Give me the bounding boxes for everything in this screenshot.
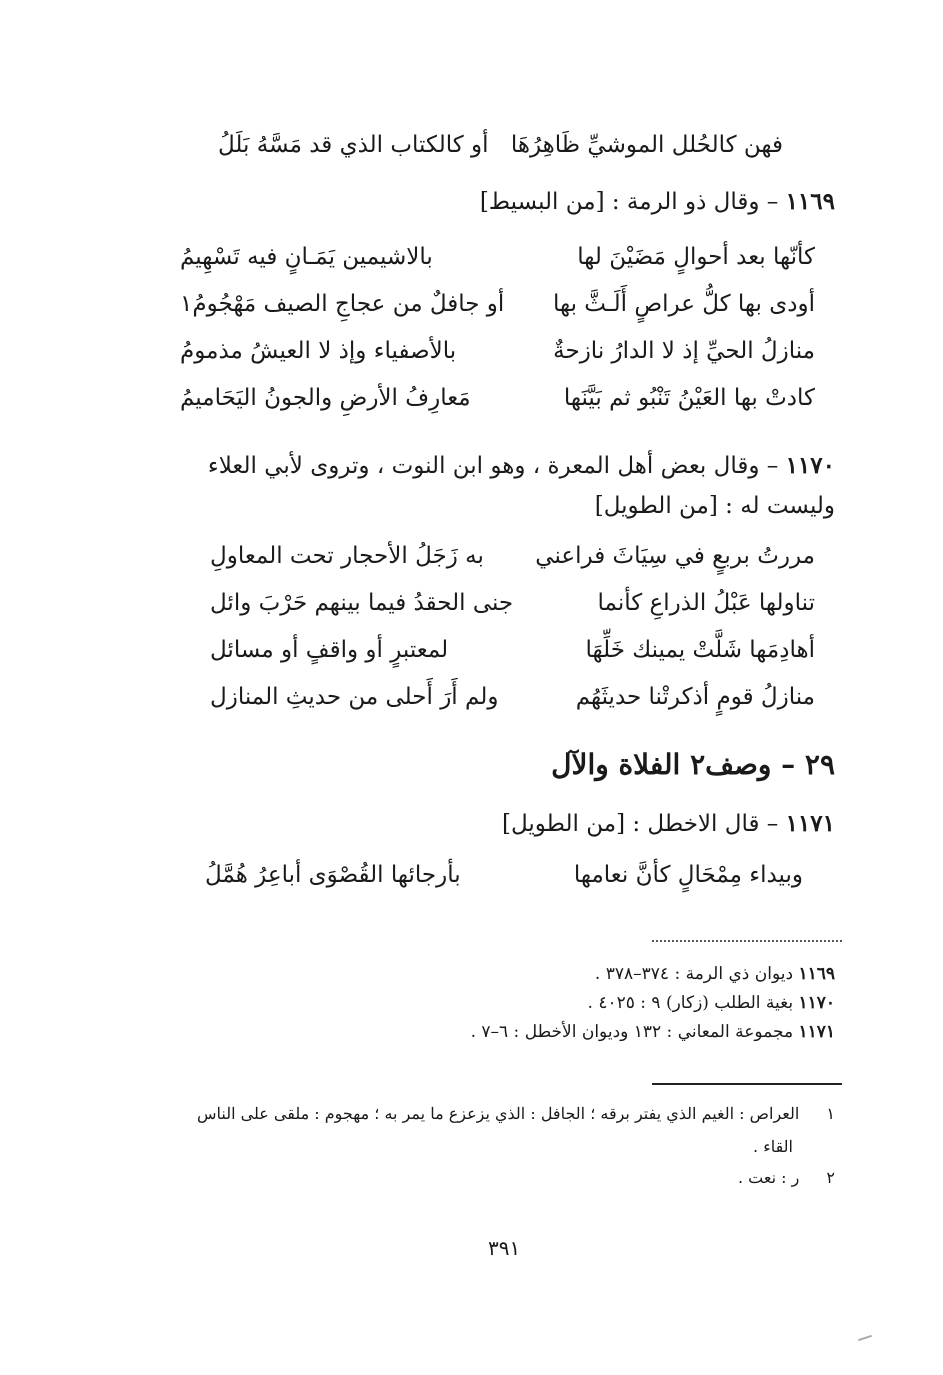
hemistich-left: أو جافلٌ من عجاجِ الصيف مَهْجُومُ١ (180, 291, 505, 317)
verse-1170-2 (210, 590, 815, 630)
verse-1170-4 (210, 684, 815, 724)
hemistich-left: بالاشيمين يَمَـانٍ فيه تَسْهِيمُ (180, 244, 433, 270)
hemistich-left: جنى الحقدُ فيما بينهم حَرْبَ وائل (210, 590, 514, 616)
entry-number: ١١٧٠ (785, 452, 835, 479)
verse-1170-3 (210, 637, 815, 677)
verse-1171-1 (205, 862, 803, 902)
hemistich-right: فهن كالحُلل الموشيِّ ظَاهِرُهَا (510, 132, 783, 158)
entry-1170-heading (208, 452, 835, 479)
entry-number: ١١٧١ (785, 810, 835, 837)
entry-intro: – وقال بعض أهل المعرة ، وهو ابن النوت ، وتروى لأبي العلاء (207, 453, 779, 479)
source-1171 (471, 1022, 835, 1042)
footnotes-divider (652, 1083, 842, 1085)
footnote-1 (197, 1104, 835, 1123)
sources-divider (652, 940, 842, 942)
hemistich-right: منازلُ قومٍ أذكرتْنا حديثَهُم (575, 684, 815, 710)
source-text: ديوان ذي الرمة : ٣٧٤–٣٧٨ . (594, 964, 794, 984)
hemistich-left: أو كالكتاب الذي قد مَسَّهُ بَلَلُ (218, 132, 489, 158)
source-1170 (588, 993, 835, 1013)
footnote-text-continued: القاء . (753, 1137, 793, 1156)
source-number: ١١٧١ (798, 1022, 835, 1042)
hemistich-left: به زَجَلُ الأحجار تحت المعاولِ (210, 543, 484, 569)
verse-1170-1 (210, 543, 815, 583)
hemistich-right: تناولها عَبْلُ الذراعِ كأنما (597, 590, 815, 616)
footnote-1-cont (753, 1137, 793, 1156)
footnote-text: ر : نعت . (737, 1168, 800, 1187)
scan-mark (858, 1335, 872, 1341)
entry-1171-heading (502, 810, 835, 837)
hemistich-left: ولم أَرَ أَحلى من حديثِ المنازل (210, 684, 499, 710)
footnote-text: العراص : الغيم الذي يفتر برقه ؛ الجافل : الذي يزعزع ما يمر به ؛ مهجوم : ملقى على الناس (196, 1104, 800, 1123)
entry-number: ١١٦٩ (785, 188, 835, 215)
hemistich-left: بالأصفياء وإذ لا العيشُ مذمومُ (180, 338, 457, 364)
hemistich-left: لمعتبرٍ أو واقفٍ أو مسائل (210, 637, 449, 663)
entry-intro: – وقال ذو الرمة : [من البسيط] (479, 189, 779, 215)
footnote-2 (738, 1168, 835, 1187)
hemistich-left: بأرجائها القُصْوَى أباعِرُ هُمَّلُ (205, 862, 461, 888)
entry-intro-continued: وليست له : [من الطويل] (594, 493, 835, 519)
hemistich-right: كادتْ بها العَيْنُ تَنْبُو ثم بَيَّنَها (563, 385, 815, 411)
hemistich-right: منازلُ الحيِّ إذ لا الدارُ نازحةٌ (553, 338, 815, 364)
hemistich-left: مَعارِفُ الأرضِ والجونُ اليَحَاميمُ (180, 385, 471, 411)
source-text: مجموعة المعاني : ١٣٢ وديوان الأخطل : ٦–٧ . (470, 1022, 794, 1042)
entry-1169-heading (480, 188, 835, 215)
page-number: ٣٩١ (488, 1236, 521, 1260)
verse-1169-2 (180, 291, 815, 331)
verse-top (218, 132, 783, 172)
entry-intro: – قال الاخطل : [من الطويل] (501, 811, 779, 837)
hemistich-right: وبيداء مِمْحَالٍ كأنَّ نعامها (573, 862, 803, 888)
source-text: بغية الطلب (زكار) ٩ : ٤٠٢٥ . (587, 993, 794, 1013)
source-1169 (595, 964, 835, 984)
section-heading: ٢٩ – وصف٢ الفلاة والآل (551, 748, 835, 781)
footnote-marker: ١ (826, 1104, 835, 1123)
verse-1169-1 (180, 244, 815, 284)
hemistich-right: أودى بها كلُّ عراصٍ أَلَـثَّ بها (552, 291, 815, 317)
hemistich-right: مررتُ بربعٍ في سِيَاثَ فراعني (535, 543, 815, 569)
entry-1170-heading-cont (595, 493, 835, 519)
hemistich-right: أهادِمَها شَلَّتْ يمينك خَلِّهَا (585, 637, 815, 663)
hemistich-right: كأنّها بعد أحوالٍ مَضَيْنَ لها (577, 244, 815, 270)
footnote-marker: ٢ (826, 1168, 835, 1187)
verse-1169-4 (180, 385, 815, 425)
source-number: ١١٧٠ (798, 993, 835, 1013)
source-number: ١١٦٩ (798, 964, 835, 984)
verse-1169-3 (180, 338, 815, 378)
